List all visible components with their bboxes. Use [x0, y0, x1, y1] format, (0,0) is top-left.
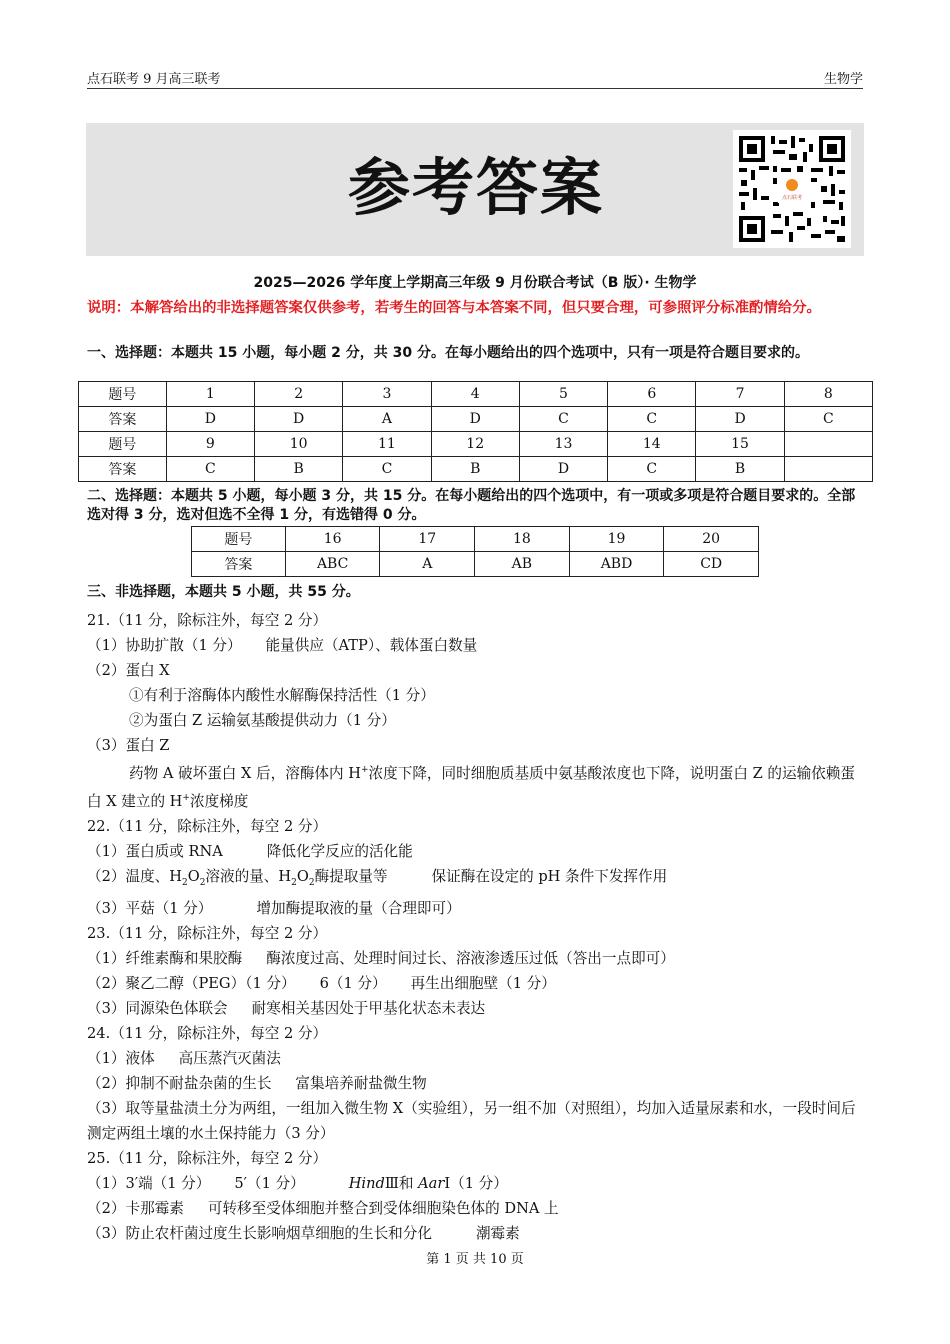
table-cell: C	[608, 457, 696, 482]
answers-body	[87, 608, 865, 1246]
grading-note: 说明：本解答给出的非选择题答案仅供参考，若考生的回答与本答案不同，但只要合理，可参照评分标准酌情给分。	[87, 300, 821, 316]
table-cell: 答案	[192, 552, 286, 577]
table-row	[192, 527, 759, 552]
table-cell: A	[343, 407, 431, 432]
q21-answer-1b: 能量供应（ATP）、载体蛋白数量	[265, 637, 478, 654]
table-cell: 12	[431, 432, 519, 457]
table-cell: 16	[285, 527, 380, 552]
q23-answer-1b: 酶浓度过高、处理时间过长、溶液渗透压过低（答出一点即可）	[266, 949, 675, 967]
table-cell: C	[608, 407, 696, 432]
q25-answer-2b: 可转移至受体细胞并整合到受体细胞染色体的 DNA 上	[207, 1199, 559, 1217]
table-cell: B	[255, 457, 343, 482]
table-cell: C	[784, 407, 872, 432]
qr-logo-label: 点石联考	[781, 195, 803, 201]
table-cell: ABC	[285, 552, 380, 577]
q25-answer-3: （3）防止农杆菌过度生长影响烟草细胞的生长和分化	[87, 1224, 432, 1242]
table-cell: D	[166, 407, 254, 432]
q21-answer-2-ii: ②为蛋白 Z 运输氨基酸提供动力（1 分）	[129, 712, 396, 729]
answer-table-2	[191, 526, 759, 577]
qr-code-icon	[733, 130, 851, 248]
table-cell: 14	[608, 432, 696, 457]
q21-answer-2: （2）蛋白 X	[87, 662, 170, 679]
table-row	[79, 432, 873, 457]
table-cell: 3	[343, 382, 431, 407]
q22-answer-3b: 增加酶提取液的量（合理即可）	[256, 899, 461, 917]
table-cell: 题号	[192, 527, 286, 552]
table-cell: B	[696, 457, 784, 482]
document-title: 2025—2026 学年度上学期高三年级 9 月份联合考试（B 版）· 生物学	[253, 275, 697, 291]
table-cell: 13	[519, 432, 607, 457]
table-cell: 4	[431, 382, 519, 407]
table-cell: 2	[255, 382, 343, 407]
section1-heading: 一、选择题：本题共 15 小题，每小题 2 分，共 30 分。在每小题给出的四个选项中，只有一项是符合题目要求的。	[87, 345, 809, 361]
table-cell: 8	[784, 382, 872, 407]
q21-answer-3-text: 药物 A 破坏蛋白 X 后，溶酶体内 H+浓度下降，同时细胞质基质中氨基酸浓度也下降，说明蛋白 Z 的运输依赖蛋白 X 建立的 H+浓度梯度	[87, 764, 855, 810]
q25-answer-1: （1）3′端（1 分） 5′（1 分） HindⅢ和 AarⅠ（1 分）	[87, 1174, 508, 1192]
table-row	[79, 457, 873, 482]
table-cell: 7	[696, 382, 784, 407]
banner-title: 参考答案	[348, 151, 605, 224]
table-cell: 题号	[79, 432, 167, 457]
table-cell: C	[519, 407, 607, 432]
table-cell: 10	[255, 432, 343, 457]
table-row	[192, 552, 759, 577]
table-cell	[784, 432, 872, 457]
table-cell	[784, 457, 872, 482]
table-cell: D	[696, 407, 784, 432]
table-cell: 17	[380, 527, 475, 552]
q25-answer-3b: 潮霉素	[475, 1224, 520, 1242]
table-cell: 1	[166, 382, 254, 407]
header-subject: 生物学	[823, 72, 863, 87]
q23-answer-2: （2）聚乙二醇（PEG）（1 分）	[87, 974, 296, 992]
table-cell: 19	[569, 527, 664, 552]
table-cell: 题号	[79, 382, 167, 407]
q23-answer-2b: 6（1 分）	[319, 974, 387, 992]
table-cell: D	[255, 407, 343, 432]
page-header	[87, 68, 863, 89]
q25-answer-2: （2）卡那霉素	[87, 1199, 184, 1217]
table-cell: 15	[696, 432, 784, 457]
q24-answer-3: （3）取等量盐渍土分为两组，一组加入微生物 X（实验组），另一组不加（对照组），均加入适量尿素和水，一段时间后测定两组土壤的水土保持能力（3 分）	[87, 1099, 856, 1142]
table-cell: 6	[608, 382, 696, 407]
table-cell: D	[519, 457, 607, 482]
q23-answer-2c: 再生出细胞壁（1 分）	[410, 974, 556, 992]
section3-heading: 三、非选择题，本题共 5 小题，共 55 分。	[87, 584, 360, 600]
q24-answer-2: （2）抑制不耐盐杂菌的生长	[87, 1074, 272, 1092]
table-cell: CD	[664, 552, 759, 577]
section2-heading: 二、选择题：本题共 5 小题，每小题 3 分，共 15 分。在每小题给出的四个选项中，有一项或多项是符合题目要求的。全部选对得 3 分，选对但选不全得 1 分，有选错得 0 分。	[87, 488, 856, 523]
table-cell: 9	[166, 432, 254, 457]
q21-answer-1: （1）协助扩散（1 分）	[87, 637, 242, 654]
q23-answer-3b: 耐寒相关基因处于甲基化状态未表达	[251, 999, 486, 1017]
q21-heading: 21.（11 分，除标注外，每空 2 分）	[87, 612, 328, 629]
table-cell: B	[431, 457, 519, 482]
q21-answer-3: （3）蛋白 Z	[87, 737, 170, 754]
q25-heading: 25.（11 分，除标注外，每空 2 分）	[87, 1149, 328, 1167]
table-cell: C	[343, 457, 431, 482]
page-footer: 第 1 页 共 10 页	[426, 1252, 524, 1267]
table-row	[79, 407, 873, 432]
table-cell: 18	[475, 527, 570, 552]
table-cell: C	[166, 457, 254, 482]
q24-answer-2b: 富集培养耐盐微生物	[295, 1074, 427, 1092]
table-cell: 答案	[79, 457, 167, 482]
table-cell: AB	[475, 552, 570, 577]
table-row	[79, 382, 873, 407]
answer-table-1	[78, 381, 873, 482]
q24-answer-1: （1）液体	[87, 1049, 155, 1067]
table-cell: D	[431, 407, 519, 432]
q22-answer-3: （3）平菇（1 分）	[87, 899, 213, 917]
table-cell: 5	[519, 382, 607, 407]
q22-answer-1b: 降低化学反应的活化能	[266, 842, 413, 860]
header-exam-name: 点石联考 9 月高三联考	[87, 72, 221, 87]
table-cell: 答案	[79, 407, 167, 432]
table-cell: 11	[343, 432, 431, 457]
q23-heading: 23.（11 分，除标注外，每空 2 分）	[87, 924, 328, 942]
q22-heading: 22.（11 分，除标注外，每空 2 分）	[87, 817, 328, 835]
table-cell: A	[380, 552, 475, 577]
q21-answer-2-i: ①有利于溶酶体内酸性水解酶保持活性（1 分）	[129, 687, 435, 704]
q22-answer-1: （1）蛋白质或 RNA	[87, 842, 223, 860]
q23-answer-1: （1）纤维素酶和果胶酶	[87, 949, 243, 967]
q24-heading: 24.（11 分，除标注外，每空 2 分）	[87, 1024, 328, 1042]
q24-answer-1b: 高压蒸汽灭菌法	[178, 1049, 281, 1067]
table-cell: ABD	[569, 552, 664, 577]
q23-answer-3: （3）同源染色体联会	[87, 999, 228, 1017]
table-cell: 20	[664, 527, 759, 552]
q22-answer-2: （2）温度、$H_2O_2$溶液的量、$H_2O_2$酶提取量等 保证酶在设定的 pH 条件下发挥作用	[87, 867, 668, 888]
